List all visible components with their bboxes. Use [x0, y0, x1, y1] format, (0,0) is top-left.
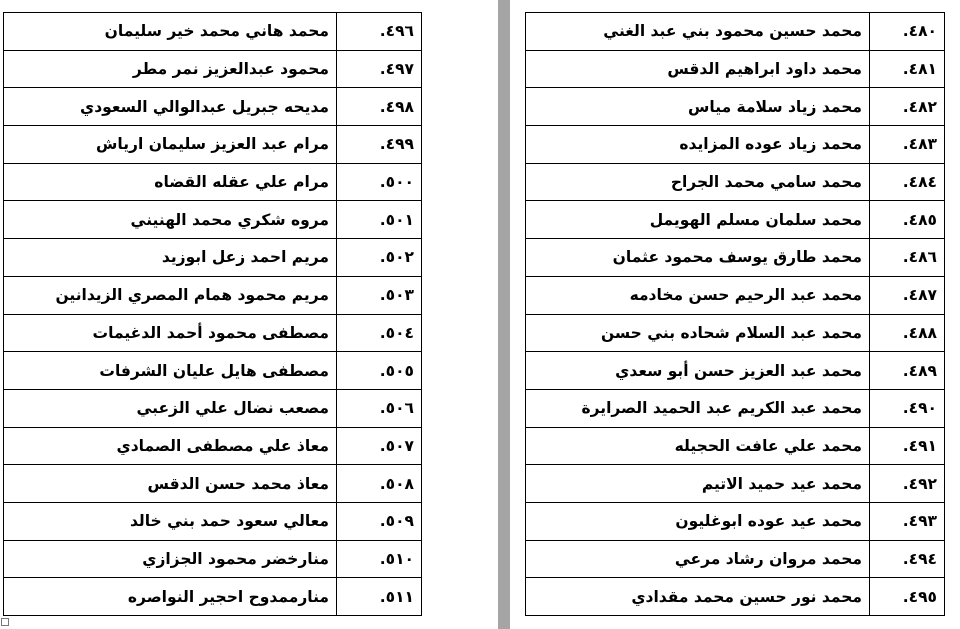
name-cell: محمد عبد السلام شحاده بني حسن [526, 314, 870, 352]
row-number: ٤٨١. [902, 60, 937, 79]
name-cell: معاذ علي مصطفى الصمادي [4, 427, 337, 465]
row-number: ٤٩٣. [902, 512, 937, 531]
number-cell [337, 201, 422, 239]
table-row [4, 540, 422, 578]
name-cell: محمد زياد عوده المزايده [526, 126, 870, 164]
right-page [510, 0, 960, 629]
number-cell [870, 352, 945, 390]
names-table-right-body [526, 13, 945, 616]
row-number: ٤٩٨. [379, 97, 414, 116]
row-number: ٤٨٠. [902, 22, 937, 41]
table-row [4, 239, 422, 277]
name-cell: مريم محمود همام المصري الزيدانين [4, 276, 337, 314]
name-cell: محمد عبد الكريم عبد الحميد الصرايرة [526, 389, 870, 427]
row-number: ٥٠٨. [379, 474, 414, 493]
number-cell [337, 239, 422, 277]
row-number: ٥٠٧. [379, 436, 414, 455]
number-cell [337, 427, 422, 465]
row-number: ٥٠٩. [379, 512, 414, 531]
table-row [4, 50, 422, 88]
row-number: ٤٩٥. [902, 587, 937, 606]
number-cell [337, 276, 422, 314]
number-cell [337, 540, 422, 578]
table-row [4, 578, 422, 616]
row-number: ٤٨٥. [902, 210, 937, 229]
row-number: ٥٠٤. [379, 323, 414, 342]
names-table-left-body [4, 13, 422, 616]
name-cell: مرام علي عقله القضاه [4, 163, 337, 201]
table-row [4, 276, 422, 314]
table-row [4, 465, 422, 503]
number-cell [337, 465, 422, 503]
table-row [526, 13, 945, 51]
number-cell [337, 352, 422, 390]
number-cell [337, 88, 422, 126]
table-row [526, 50, 945, 88]
row-number: ٤٩٠. [902, 399, 937, 418]
page-corner-mark [1, 618, 9, 626]
table-row [526, 427, 945, 465]
table-row [526, 314, 945, 352]
table-row [526, 578, 945, 616]
row-number: ٥١٠. [379, 549, 414, 568]
table-row [4, 126, 422, 164]
row-number: ٤٩٤. [902, 549, 937, 568]
table-row [4, 13, 422, 51]
number-cell [337, 314, 422, 352]
row-number: ٥١١. [379, 587, 414, 606]
number-cell [870, 50, 945, 88]
table-row [4, 88, 422, 126]
table-row [526, 465, 945, 503]
row-number: ٤٩٦. [379, 22, 414, 41]
row-number: ٤٨٨. [902, 323, 937, 342]
row-number: ٤٩٧. [379, 60, 414, 79]
name-cell: مروه شكري محمد الهنيني [4, 201, 337, 239]
name-cell: مصعب نضال علي الزعبي [4, 389, 337, 427]
table-row [526, 163, 945, 201]
number-cell [870, 389, 945, 427]
name-cell: منارممدوح احجير النواصره [4, 578, 337, 616]
table-row [4, 502, 422, 540]
number-cell [870, 126, 945, 164]
row-number: ٤٨٦. [902, 248, 937, 267]
row-number: ٥٠٠. [379, 173, 414, 192]
row-number: ٤٩٩. [379, 135, 414, 154]
table-row [526, 352, 945, 390]
row-number: ٥٠٦. [379, 399, 414, 418]
row-number: ٤٨٣. [902, 135, 937, 154]
number-cell [870, 163, 945, 201]
table-row [4, 389, 422, 427]
names-table-left [3, 12, 422, 616]
table-row [526, 201, 945, 239]
name-cell: محمد عبد العزيز حسن أبو سعدي [526, 352, 870, 390]
row-number: ٥٠٢. [379, 248, 414, 267]
table-row [526, 389, 945, 427]
name-cell: مصطفى محمود أحمد الدغيمات [4, 314, 337, 352]
table-row [526, 502, 945, 540]
number-cell [337, 13, 422, 51]
row-number: ٥٠١. [379, 210, 414, 229]
name-cell: مصطفى هايل عليان الشرفات [4, 352, 337, 390]
name-cell: معاذ محمد حسن الدقس [4, 465, 337, 503]
table-row [4, 201, 422, 239]
names-table-right [525, 12, 945, 616]
name-cell: محمد زياد سلامة مياس [526, 88, 870, 126]
number-cell [337, 126, 422, 164]
number-cell [870, 13, 945, 51]
table-row [4, 163, 422, 201]
number-cell [870, 314, 945, 352]
name-cell: مديحه جبريل عبدالوالي السعودي [4, 88, 337, 126]
name-cell: محمد سامي محمد الجراح [526, 163, 870, 201]
name-cell: محمد طارق يوسف محمود عثمان [526, 239, 870, 277]
name-cell: محمد مروان رشاد مرعي [526, 540, 870, 578]
number-cell [337, 578, 422, 616]
number-cell [870, 465, 945, 503]
name-cell: مريم احمد زعل ابوزيد [4, 239, 337, 277]
row-number: ٥٠٣. [379, 286, 414, 305]
row-number: ٤٨٩. [902, 361, 937, 380]
number-cell [337, 163, 422, 201]
name-cell: محمد داود ابراهيم الدقس [526, 50, 870, 88]
name-cell: محمد عيد حميد الاتيم [526, 465, 870, 503]
table-row [526, 126, 945, 164]
name-cell: منارخضر محمود الجزازي [4, 540, 337, 578]
number-cell [337, 502, 422, 540]
number-cell [870, 201, 945, 239]
row-number: ٤٩١. [902, 436, 937, 455]
table-row [526, 540, 945, 578]
name-cell: محمود عبدالعزيز نمر مطر [4, 50, 337, 88]
table-row [526, 276, 945, 314]
number-cell [870, 427, 945, 465]
name-cell: محمد نور حسين محمد مقدادي [526, 578, 870, 616]
row-number: ٥٠٥. [379, 361, 414, 380]
number-cell [870, 578, 945, 616]
name-cell: محمد عيد عوده ابوغليون [526, 502, 870, 540]
number-cell [870, 276, 945, 314]
table-row [526, 88, 945, 126]
row-number: ٤٨٤. [902, 173, 937, 192]
name-cell: محمد علي عافت الحجيله [526, 427, 870, 465]
page-gutter-divider [498, 0, 510, 629]
number-cell [870, 502, 945, 540]
name-cell: محمد هاني محمد خير سليمان [4, 13, 337, 51]
row-number: ٤٨٢. [902, 97, 937, 116]
number-cell [870, 88, 945, 126]
number-cell [337, 389, 422, 427]
table-row [4, 427, 422, 465]
name-cell: معالي سعود حمد بني خالد [4, 502, 337, 540]
number-cell [870, 239, 945, 277]
name-cell: محمد عبد الرحيم حسن مخادمه [526, 276, 870, 314]
row-number: ٤٩٢. [902, 474, 937, 493]
number-cell [337, 50, 422, 88]
table-row [4, 314, 422, 352]
row-number: ٤٨٧. [902, 286, 937, 305]
number-cell [870, 540, 945, 578]
name-cell: مرام عبد العزيز سليمان ارياش [4, 126, 337, 164]
table-row [4, 352, 422, 390]
table-row [526, 239, 945, 277]
name-cell: محمد سلمان مسلم الهويمل [526, 201, 870, 239]
name-cell: محمد حسين محمود بني عبد الغني [526, 13, 870, 51]
